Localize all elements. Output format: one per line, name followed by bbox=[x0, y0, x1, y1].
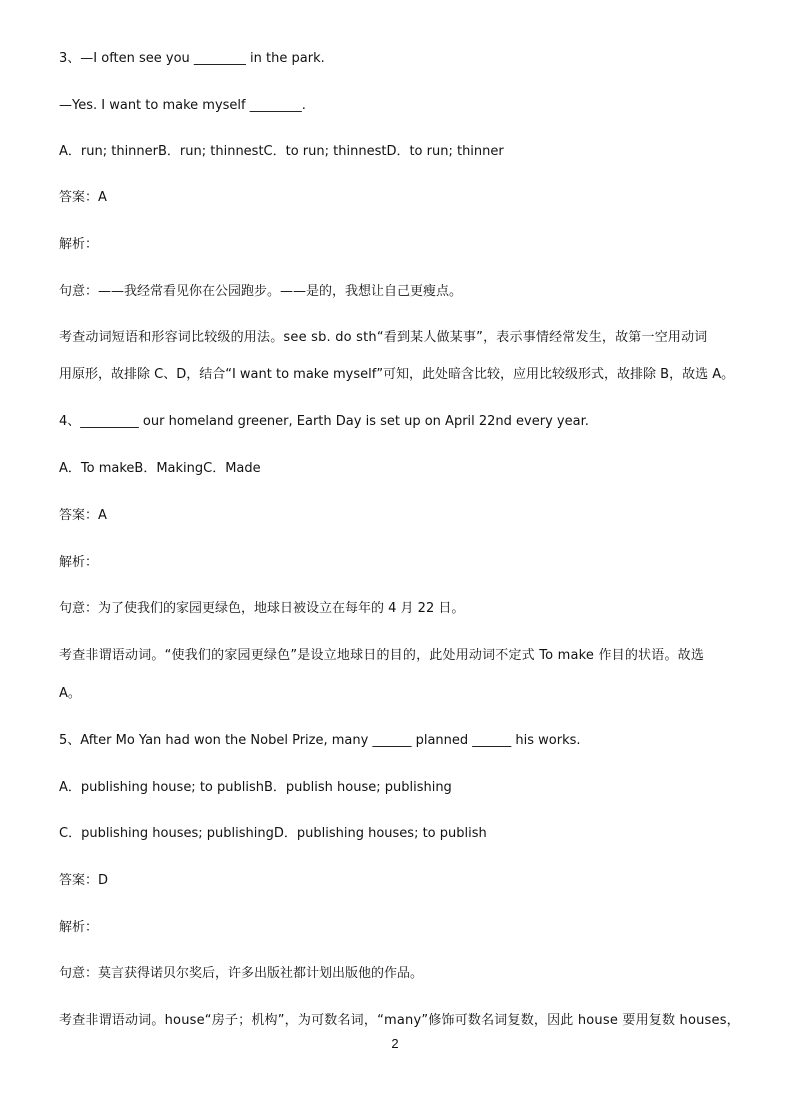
question-3-answer: 答案：A bbox=[59, 190, 107, 205]
question-4-meaning: 句意：为了使我们的家园更绿色，地球日被设立在每年的 4 月 22 日。 bbox=[59, 601, 465, 616]
question-5-options-cd: C．publishing houses; publishingD．publishing houses; to publish bbox=[59, 826, 487, 841]
question-5-answer: 答案：D bbox=[59, 873, 109, 888]
question-5-meaning: 句意：莫言获得诺贝尔奖后，许多出版社都计划出版他的作品。 bbox=[59, 966, 424, 981]
question-3-explanation-line-1: 考查动词短语和形容词比较级的用法。see sb. do sth“看到某人做某事”，表示事情经常发生，故第一空用动词 bbox=[59, 330, 708, 345]
page-number: 2 bbox=[391, 1036, 399, 1051]
question-3-stem-reply: —Yes. I want to make myself ________. bbox=[59, 98, 306, 113]
question-3-explanation-line-2: 用原形，故排除 C、D，结合“I want to make myself”可知，此处暗含比较，应用比较级形式，故排除 B，故选 A。 bbox=[59, 367, 735, 382]
question-3-stem: 3、—I often see you ________ in the park. bbox=[59, 51, 325, 66]
question-3-analysis-label: 解析： bbox=[59, 237, 99, 252]
question-5-stem: 5、After Mo Yan had won the Nobel Prize, many ______ planned ______ his works. bbox=[59, 733, 581, 748]
question-4-options: A．To makeB．MakingC．Made bbox=[59, 461, 261, 476]
question-4-stem: 4、_________ our homeland greener, Earth Day is set up on April 22nd every year. bbox=[59, 414, 589, 429]
question-5-options-ab: A．publishing house; to publishB．publish house; publishing bbox=[59, 780, 452, 795]
question-4-explanation-line-1: 考查非谓语动词。“使我们的家园更绿色”是设立地球日的目的，此处用动词不定式 To make 作目的状语。故选 bbox=[59, 648, 705, 663]
question-4-explanation-line-2: A。 bbox=[59, 686, 81, 701]
question-4-analysis-label: 解析： bbox=[59, 555, 99, 570]
question-3-options: A．run; thinnerB．run; thinnestC．to run; thinnestD．to run; thinner bbox=[59, 144, 504, 159]
question-3-meaning: 句意：——我经常看见你在公园跑步。——是的，我想让自己更瘦点。 bbox=[59, 284, 463, 299]
question-4-answer: 答案：A bbox=[59, 508, 107, 523]
question-5-explanation-line-1: 考查非谓语动词。house“房子；机构”，为可数名词，“many”修饰可数名词复数，因此 house 要用复数 houses， bbox=[59, 1013, 740, 1028]
question-5-analysis-label: 解析： bbox=[59, 920, 99, 935]
